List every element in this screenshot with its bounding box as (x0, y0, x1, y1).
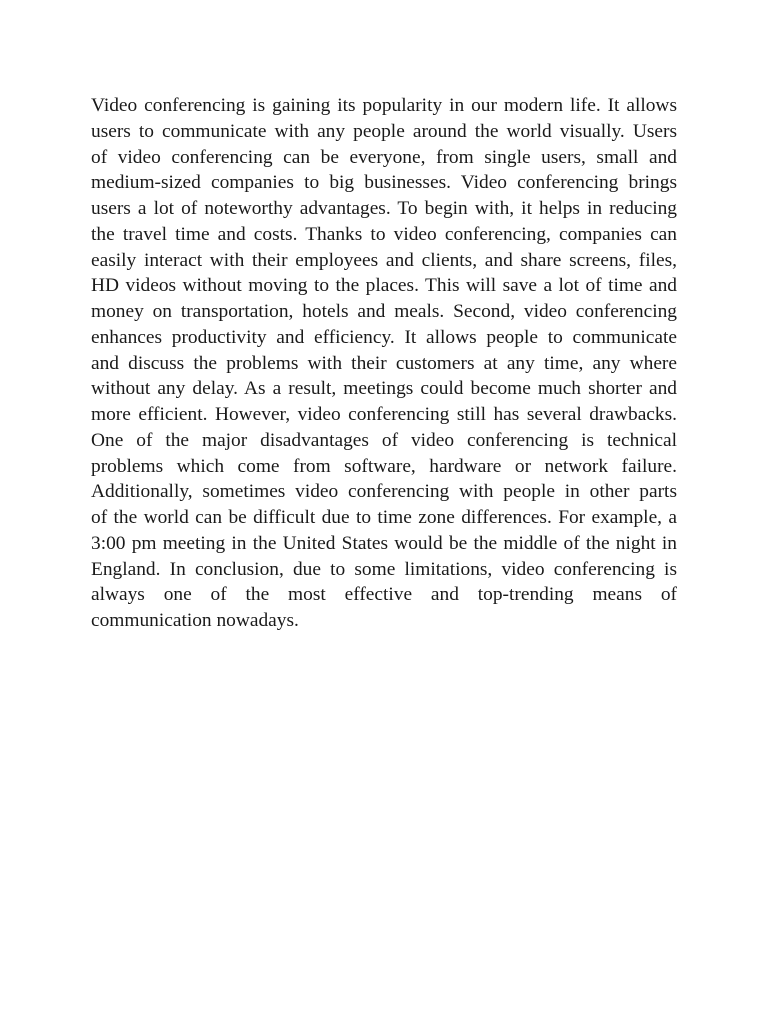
paragraph-line: easily interact with their employees and clients, and share screens, files, (91, 249, 677, 271)
paragraph-line: users a lot of noteworthy advantages. To begin with, it helps in reducing (91, 198, 677, 219)
paragraph-line: One of the major disadvantages of video conferencing is technical (91, 429, 677, 451)
paragraph-line: Additionally, sometimes video conferencing with people in other parts (91, 481, 677, 503)
paragraph-line: and discuss the problems with their customers at any time, any where (91, 352, 677, 374)
paragraph-line: problems which come from software, hardware or network failure. (91, 455, 677, 477)
paragraph-line: of the world can be difficult due to time zone differences. For example, a (91, 507, 677, 528)
paragraph-line: communication nowadays. (91, 610, 299, 631)
paragraph-line: HD videos without moving to the places. This will save a lot of time and (91, 275, 677, 297)
paragraph-line: Video conferencing is gaining its popularity in our modern life. It allows (91, 95, 677, 116)
paragraph-line: of video conferencing can be everyone, from single users, small and (91, 146, 677, 168)
paragraph-line: always one of the most effective and top-trending means of (91, 584, 677, 606)
paragraph-line: England. In conclusion, due to some limitations, video conferencing is (91, 558, 677, 580)
body-paragraph (91, 93, 677, 634)
paragraph-line: users to communicate with any people around the world visually. Users (91, 120, 677, 142)
paragraph-line: money on transportation, hotels and meals. Second, video conferencing (91, 301, 677, 322)
paragraph-line: the travel time and costs. Thanks to video conferencing, companies can (91, 223, 677, 245)
paragraph-line: without any delay. As a result, meetings could become much shorter and (91, 378, 677, 400)
paragraph-line: medium-sized companies to big businesses. Video conferencing brings (91, 172, 677, 194)
paragraph-line: more efficient. However, video conferencing still has several drawbacks. (91, 404, 677, 425)
paragraph-line: 3:00 pm meeting in the United States would be the middle of the night in (91, 532, 677, 554)
paragraph-line: enhances productivity and efficiency. It allows people to communicate (91, 326, 677, 348)
